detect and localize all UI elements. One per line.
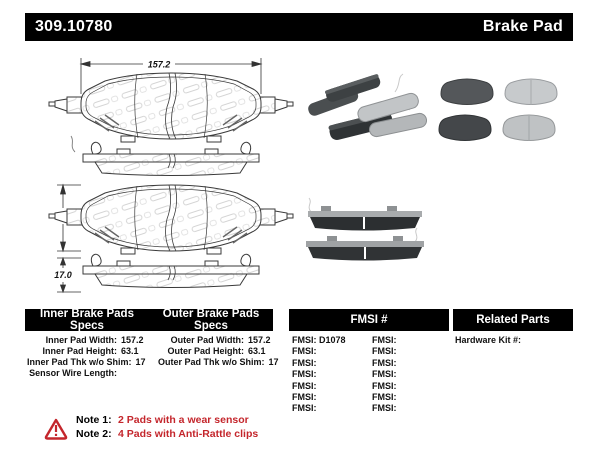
sensor-wire-sketch-top — [71, 136, 75, 152]
note-1-text: 2 Pads with a wear sensor — [118, 414, 249, 426]
pad-side-view-bottom — [83, 254, 259, 287]
pad-friction-bottom — [439, 115, 491, 141]
note-1-label: Note 1: — [76, 414, 112, 426]
thickness-dim-label: 17.0 — [54, 270, 72, 280]
fmsi-row: FMSI: — [372, 369, 397, 380]
fmsi-row: FMSI: — [292, 357, 317, 368]
spec-row-inner-height: Inner Pad Height: 63.1 — [42, 346, 139, 356]
spec-row-outer-width: Outer Pad Width: 157.2 — [170, 335, 271, 345]
fmsi-row: FMSI: — [372, 380, 397, 391]
outer-specs-header: Outer Brake Pads Specs — [162, 308, 260, 332]
fmsi-column-1 — [292, 335, 368, 415]
fmsi-column-2 — [372, 335, 442, 415]
fmsi-header: FMSI # — [350, 314, 388, 326]
photo-pads-angled — [299, 66, 427, 152]
inner-specs-column — [27, 335, 153, 379]
spec-row-sensor-wire: Sensor Wire Length: — [29, 368, 117, 378]
pad-friction-top — [441, 79, 493, 105]
related-parts-header: Related Parts — [476, 314, 550, 326]
side-pad-2 — [306, 228, 424, 261]
note-2 — [76, 428, 258, 442]
side-pad-1 — [308, 198, 422, 231]
fmsi-row: FMSI: — [372, 346, 397, 357]
part-number: 309.10780 — [35, 18, 113, 35]
related-parts-column — [455, 335, 573, 346]
fmsi-row: FMSI: — [292, 346, 317, 357]
width-dim-label: 157.2 — [147, 59, 171, 70]
specs-header-bar — [25, 309, 273, 331]
fmsi-row: FMSI: — [372, 357, 397, 368]
fmsi-row: FMSI: — [292, 403, 317, 414]
header-bar — [25, 13, 573, 41]
pad-side-view-top — [83, 142, 259, 175]
spec-row-outer-thickness: Outer Pad Thk w/o Shim: 17 — [158, 357, 279, 367]
spec-row-inner-thickness: Inner Pad Thk w/o Shim: 17 — [27, 357, 146, 367]
spec-row-outer-height: Outer Pad Height: 63.1 — [167, 346, 266, 356]
notes-block — [76, 414, 258, 441]
fmsi-row: FMSI: — [292, 380, 317, 391]
pad-backing-top — [505, 79, 557, 105]
fmsi-row: FMSI: — [292, 392, 317, 403]
fmsi-row: FMSI: — [372, 403, 397, 414]
spec-row-inner-width: Inner Pad Width: 157.2 — [45, 335, 144, 345]
pad-backing-bottom — [503, 115, 555, 141]
fmsi-row: FMSI: — [372, 392, 397, 403]
fmsi-header-bar — [289, 309, 449, 331]
product-type: Brake Pad — [482, 18, 563, 35]
photo-pads-flat — [437, 72, 561, 144]
warning-triangle-icon — [44, 418, 68, 440]
fmsi-row: FMSI: D1078 — [292, 335, 346, 345]
pad-front-view-bottom — [49, 185, 293, 254]
related-header-bar — [453, 309, 573, 331]
photo-pads-side — [299, 196, 429, 262]
note-2-label: Note 2: — [76, 427, 112, 440]
technical-drawing — [25, 48, 297, 306]
fmsi-row: FMSI: — [372, 335, 397, 345]
note-2-text: 4 Pads with Anti-Rattle clips — [118, 427, 259, 440]
fmsi-row: FMSI: — [292, 369, 317, 380]
hardware-kit-row: Hardware Kit #: — [455, 335, 522, 345]
inner-specs-header: Inner Brake Pads Specs — [40, 308, 134, 332]
pad-front-view-top — [49, 73, 293, 142]
note-1 — [76, 414, 258, 428]
outer-specs-column — [158, 335, 280, 368]
brake-pad-drawing — [25, 48, 297, 306]
